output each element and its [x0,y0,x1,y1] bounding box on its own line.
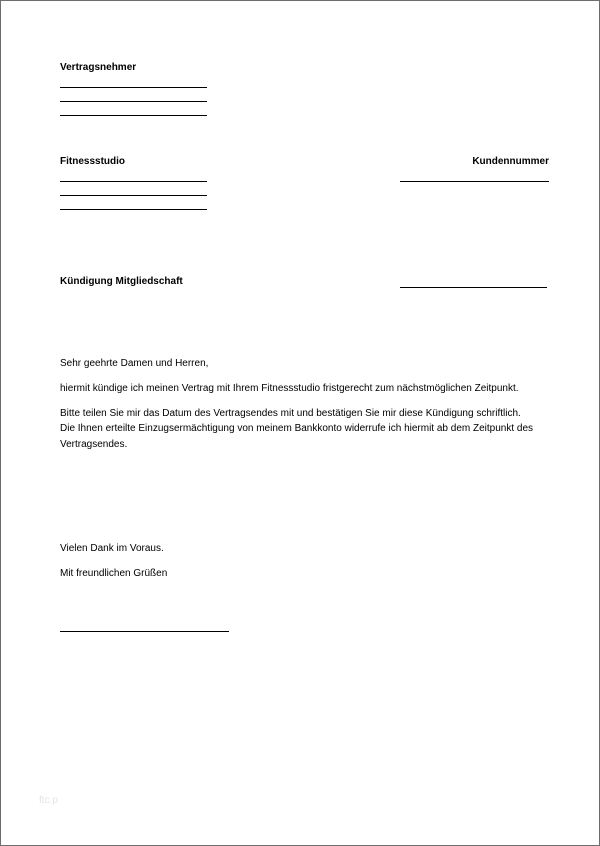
contractor-label: Vertragsnehmer [60,62,137,73]
watermark: ftc.p [39,795,58,806]
contractor-line-2 [60,101,207,102]
contractor-line-1 [60,87,207,88]
salutation: Sehr geehrte Damen und Herren, [60,358,209,369]
gym-line-2 [60,195,207,196]
paragraph-2-line-2: Die Ihnen erteilte Einzugsermächtigung von meinem Bankkonto widerrufe ich hiermit ab dem Zeitpunkt des Vertragsendes. [60,423,534,450]
gym-line-3 [60,209,207,210]
date-line [400,287,547,288]
signature-line [60,631,229,632]
paragraph-2-line-1: Bitte teilen Sie mir das Datum des Vertragsendes mit und bestätigen Sie mir diese Kündigung schriftlich. [60,408,521,419]
gym-label: Fitnessstudio [60,156,126,167]
subject-line: Kündigung Mitgliedschaft [60,276,183,287]
paragraph-1: hiermit kündige ich meinen Vertrag mit Ihrem Fitnessstudio fristgerecht zum nächstmöglichen Zeitpunkt. [60,383,519,394]
contractor-line-3 [60,115,207,116]
thanks-line: Vielen Dank im Voraus. [60,543,164,554]
customer-number-line [400,181,549,182]
closing-line: Mit freundlichen Grüßen [60,568,168,579]
gym-line-1 [60,181,207,182]
customer-number-label: Kundennummer [472,156,549,167]
